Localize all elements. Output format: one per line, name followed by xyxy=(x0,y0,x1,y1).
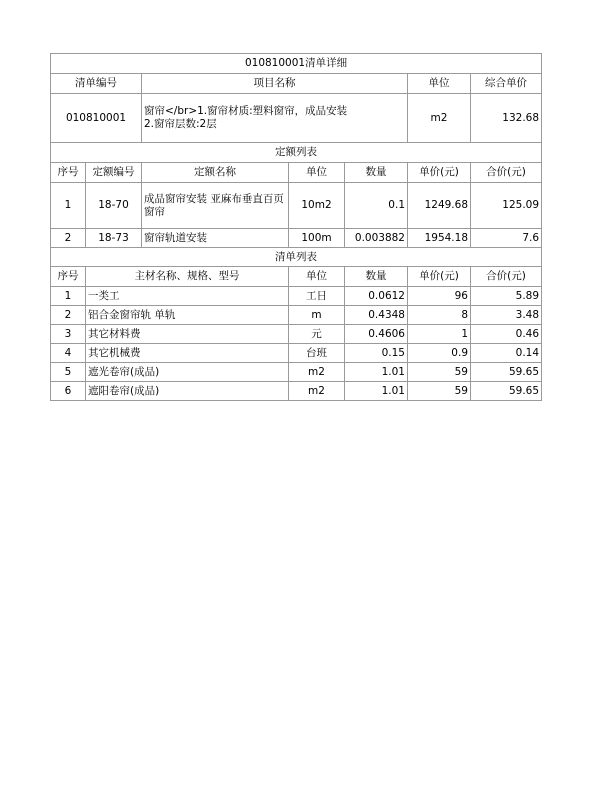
material-total: 0.14 xyxy=(471,344,542,363)
material-unit: m2 xyxy=(289,382,345,401)
header-unit: 单位 xyxy=(408,74,471,94)
quota-header-unit: 单位 xyxy=(289,163,345,183)
material-unit: 工日 xyxy=(289,287,345,306)
material-seq: 5 xyxy=(51,363,86,382)
quota-header-price: 单价(元) xyxy=(408,163,471,183)
material-unit: m xyxy=(289,306,345,325)
material-seq: 3 xyxy=(51,325,86,344)
material-header-row xyxy=(51,267,542,287)
title-row xyxy=(51,54,542,74)
table-row xyxy=(51,363,542,382)
material-price: 1 xyxy=(408,325,471,344)
list-item-name-line2: 2.窗帘层数:2层 xyxy=(144,118,217,130)
material-price: 59 xyxy=(408,382,471,401)
quota-name: 窗帘轨道安装 xyxy=(142,229,289,248)
list-item-name-line1: 窗帘</br>1.窗帘材质:塑料窗帘，成品安装 xyxy=(144,105,348,117)
table-row xyxy=(51,325,542,344)
quota-price: 1954.18 xyxy=(408,229,471,248)
material-header-price: 单价(元) xyxy=(408,267,471,287)
material-header-unit: 单位 xyxy=(289,267,345,287)
material-name: 一类工 xyxy=(86,287,289,306)
quota-unit: 10m2 xyxy=(289,183,345,229)
material-header-seq: 序号 xyxy=(51,267,86,287)
quota-header-total: 合价(元) xyxy=(471,163,542,183)
quota-seq: 1 xyxy=(51,183,86,229)
quota-header-seq: 序号 xyxy=(51,163,86,183)
material-qty: 0.4348 xyxy=(345,306,408,325)
list-item-name xyxy=(142,94,408,143)
material-seq: 4 xyxy=(51,344,86,363)
quota-total: 125.09 xyxy=(471,183,542,229)
quota-total: 7.6 xyxy=(471,229,542,248)
table-row xyxy=(51,183,542,229)
material-name: 其它机械费 xyxy=(86,344,289,363)
quota-code: 18-73 xyxy=(86,229,142,248)
table-row xyxy=(51,382,542,401)
material-section-title: 清单列表 xyxy=(51,248,542,267)
list-header-row xyxy=(51,74,542,94)
quota-header-qty: 数量 xyxy=(345,163,408,183)
material-total: 0.46 xyxy=(471,325,542,344)
material-qty: 1.01 xyxy=(345,363,408,382)
material-price: 0.9 xyxy=(408,344,471,363)
material-header-total: 合价(元) xyxy=(471,267,542,287)
table-row xyxy=(51,229,542,248)
material-price: 96 xyxy=(408,287,471,306)
material-qty: 0.4606 xyxy=(345,325,408,344)
material-total: 59.65 xyxy=(471,363,542,382)
material-header-qty: 数量 xyxy=(345,267,408,287)
header-item-name: 项目名称 xyxy=(142,74,408,94)
material-seq: 6 xyxy=(51,382,86,401)
list-item-row xyxy=(51,94,542,143)
table-row xyxy=(51,306,542,325)
quota-seq: 2 xyxy=(51,229,86,248)
material-total: 5.89 xyxy=(471,287,542,306)
quota-price: 1249.68 xyxy=(408,183,471,229)
material-seq: 2 xyxy=(51,306,86,325)
quota-header-code: 定额编号 xyxy=(86,163,142,183)
material-qty: 1.01 xyxy=(345,382,408,401)
material-name: 其它材料费 xyxy=(86,325,289,344)
material-section-row xyxy=(51,248,542,267)
material-name: 铝合金窗帘轨 单轨 xyxy=(86,306,289,325)
quota-header-name: 定额名称 xyxy=(142,163,289,183)
list-item-price: 132.68 xyxy=(471,94,542,143)
quota-section-row xyxy=(51,143,542,163)
quota-unit: 100m xyxy=(289,229,345,248)
material-seq: 1 xyxy=(51,287,86,306)
material-total: 59.65 xyxy=(471,382,542,401)
quota-qty: 0.1 xyxy=(345,183,408,229)
material-header-name: 主材名称、规格、型号 xyxy=(86,267,289,287)
material-unit: 元 xyxy=(289,325,345,344)
material-qty: 0.15 xyxy=(345,344,408,363)
material-unit: 台班 xyxy=(289,344,345,363)
material-price: 59 xyxy=(408,363,471,382)
material-price: 8 xyxy=(408,306,471,325)
material-unit: m2 xyxy=(289,363,345,382)
table-row xyxy=(51,287,542,306)
header-unit-price: 综合单价 xyxy=(471,74,542,94)
material-name: 遮阳卷帘(成品) xyxy=(86,382,289,401)
quota-code: 18-70 xyxy=(86,183,142,229)
quota-section-title: 定额列表 xyxy=(51,143,542,163)
material-name: 遮光卷帘(成品) xyxy=(86,363,289,382)
header-list-code: 清单编号 xyxy=(51,74,142,94)
quota-name: 成品窗帘安装 亚麻布垂直百页窗帘 xyxy=(142,183,289,229)
list-item-unit: m2 xyxy=(408,94,471,143)
quota-qty: 0.003882 xyxy=(345,229,408,248)
material-qty: 0.0612 xyxy=(345,287,408,306)
table-row xyxy=(51,344,542,363)
quota-header-row xyxy=(51,163,542,183)
table-title: 010810001清单详细 xyxy=(51,54,542,74)
material-total: 3.48 xyxy=(471,306,542,325)
list-item-code: 010810001 xyxy=(51,94,142,143)
bill-detail-table xyxy=(50,53,542,401)
